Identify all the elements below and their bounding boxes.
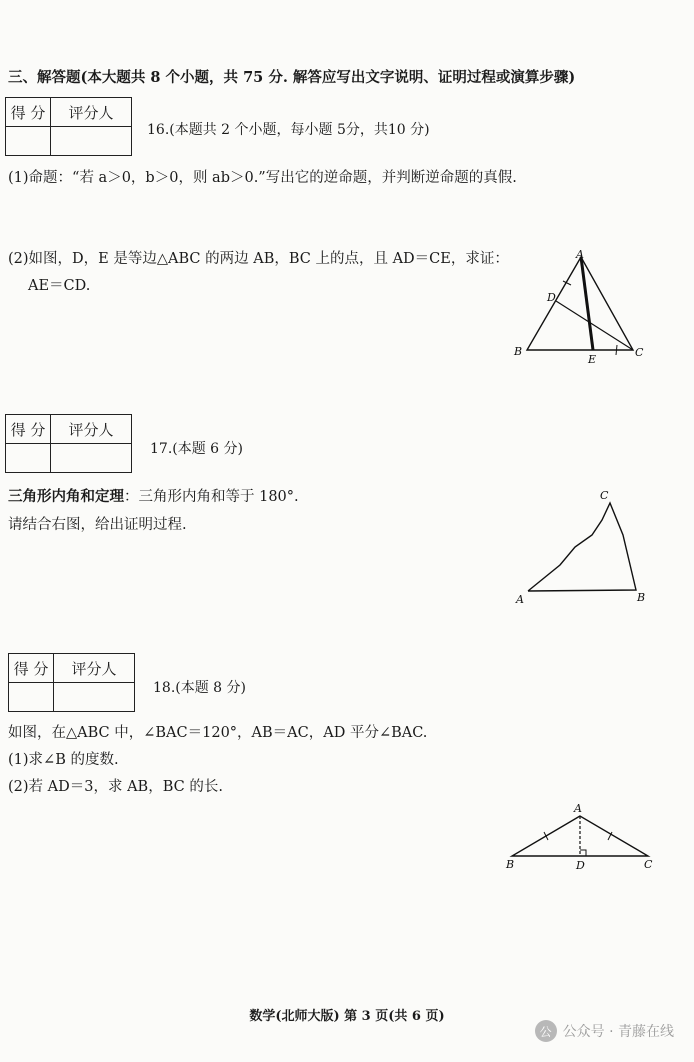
wechat-logo-icon: 公 — [535, 1020, 557, 1042]
score-cell — [9, 683, 54, 712]
score-cell — [6, 444, 51, 473]
label-b: B — [514, 345, 523, 358]
watermark-text: 公众号 · 青藤在线 — [562, 1024, 674, 1040]
label-a: A — [516, 593, 524, 606]
section-title: 三、解答题(本大题共 8 个小题，共 75 分. 解答应写出文字说明、证明过程或演算步骤) — [8, 69, 576, 86]
label-d: D — [576, 859, 585, 872]
label-e: E — [588, 353, 597, 366]
q18-line2: (1)求∠B 的度数. — [8, 752, 119, 768]
score-table-q17 — [5, 414, 132, 473]
grader-label: 评分人 — [54, 654, 135, 683]
q18-heading: 18.(本题 8 分) — [153, 680, 246, 696]
label-b: B — [637, 591, 646, 604]
q17-instruction: 请结合右图，给出证明过程. — [8, 517, 187, 533]
page-footer: 数学(北师大版) 第 3 页(共 6 页) — [249, 1009, 445, 1024]
q17-theorem-text: ：三角形内角和等于 180°. — [124, 489, 299, 505]
q16-part1: (1)命题：“若 a＞0，b＞0，则 ab＞0.”写出它的逆命题，并判断逆命题的真假. — [8, 170, 517, 186]
label-a: A — [574, 802, 582, 815]
tick-ce — [616, 345, 617, 355]
score-label: 得 分 — [6, 98, 51, 127]
q16-part2-line2: AE＝CD. — [28, 278, 91, 294]
segment-cd — [556, 301, 633, 350]
label-b: B — [506, 858, 515, 871]
score-cell — [6, 127, 51, 156]
q17-figure — [510, 485, 660, 607]
score-table-q16 — [5, 97, 132, 156]
q17-heading: 17.(本题 6 分) — [150, 441, 243, 457]
triangle-abc — [528, 503, 636, 591]
segment-ae — [581, 257, 593, 350]
q16-figure — [505, 245, 655, 370]
score-table-q18 — [8, 653, 135, 712]
triangle-abc — [527, 257, 633, 350]
label-c: C — [635, 346, 644, 359]
q18-line1: 如图，在△ABC 中，∠BAC＝120°，AB＝AC，AD 平分∠BAC. — [8, 725, 428, 741]
q17-theorem — [8, 484, 299, 510]
grader-label: 评分人 — [51, 415, 132, 444]
q18-figure — [500, 798, 665, 876]
q17-theorem-label: 三角形内角和定理 — [8, 488, 124, 505]
grader-label: 评分人 — [51, 98, 132, 127]
label-c: C — [644, 858, 653, 871]
grader-cell — [54, 683, 135, 712]
watermark — [535, 1020, 674, 1042]
label-c: C — [600, 489, 609, 502]
score-label: 得 分 — [6, 415, 51, 444]
grader-cell — [51, 127, 132, 156]
label-d: D — [547, 291, 556, 304]
score-label: 得 分 — [9, 654, 54, 683]
q16-heading: 16.(本题共 2 个小题，每小题 5分，共10 分) — [147, 122, 430, 138]
q18-line3: (2)若 AD＝3，求 AB，BC 的长. — [8, 779, 223, 795]
label-a: A — [576, 248, 584, 261]
right-angle-mark — [580, 850, 586, 856]
tick-ab — [544, 832, 548, 840]
q16-part2-line1: (2)如图，D，E 是等边△ABC 的两边 AB，BC 上的点，且 AD＝CE，求证： — [8, 251, 509, 267]
grader-cell — [51, 444, 132, 473]
